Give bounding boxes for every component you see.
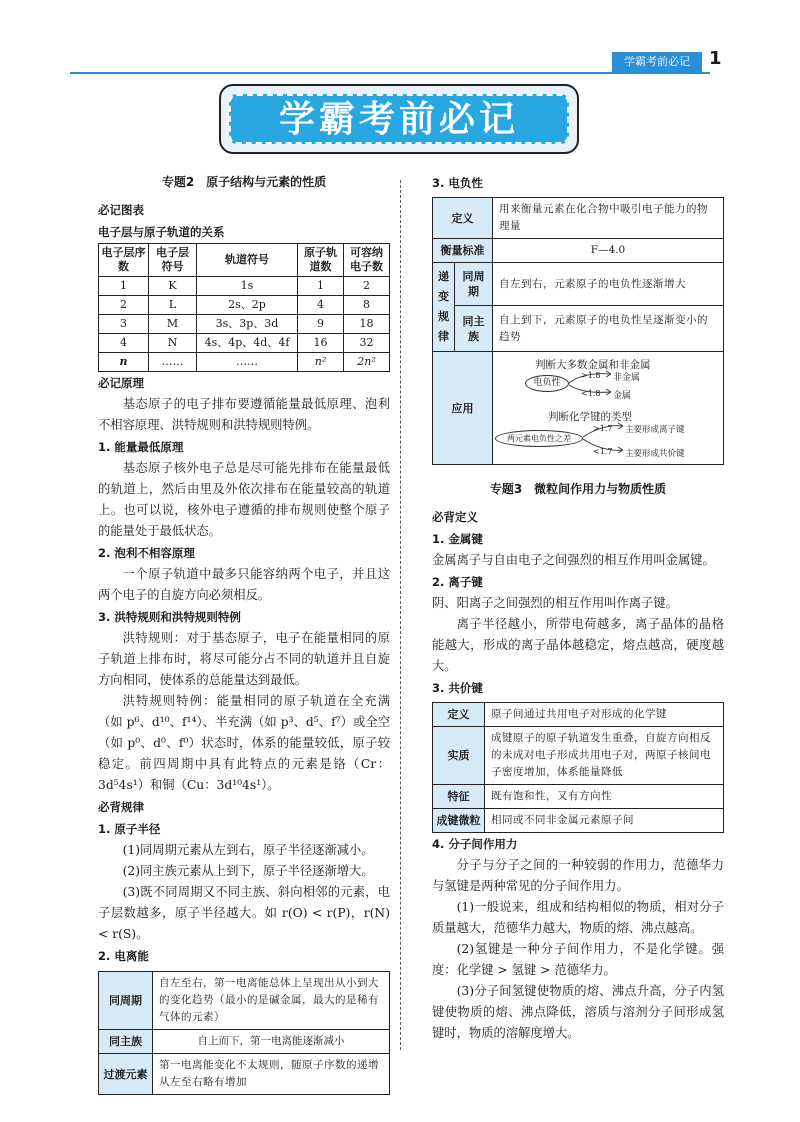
p3-text2: 洪特规则特例：能量相同的原子轨道在全充满（如 p⁶、d¹⁰、f¹⁴）、半充满（如 p³、d⁵、f⁷）或全空（如 p⁰、d⁰、f⁰）状态时，体系的能量较低，原子较稳定。前四周期中具有此特点的元素是铬（Cr：3d⁵4s¹）和铜（Cu：3d¹⁰4s¹）。: [98, 694, 390, 792]
table-row: [433, 352, 724, 465]
column-divider: [400, 180, 401, 1050]
m2-text2: 离子半径越小，所带电荷越多，离子晶体的晶格能越大，形成的离子晶体越稳定，熔点越高，硬度越大。: [432, 617, 724, 673]
table-cell: n: [99, 353, 149, 372]
p2-heading: 2. 泡利不相容原理: [98, 546, 195, 560]
table-cell: 成键原子的原子轨道发生重叠，自旋方向相反的未成对电子形成共用电子对，两原子核间电子密度增加，体系能量降低: [485, 727, 724, 785]
table-cell: K: [149, 277, 197, 296]
r1-item: (3)既不同周期又不同主族、斜向相邻的元素，电子层数越多，原子半径越大。如 r(O) < r(P)，r(N) < r(S)。: [98, 885, 390, 941]
p2-text: 一个原子轨道中最多只能容纳两个电子，并且这两个电子的自旋方向必须相反。: [98, 567, 390, 602]
table-cell: 自上而下，第一电离能逐渐减小: [153, 1030, 390, 1054]
table-cell: 2: [344, 277, 390, 296]
must-chart-heading: 必记图表: [98, 203, 144, 217]
table-label: 定义: [433, 198, 493, 239]
table-cell: 3: [99, 315, 149, 334]
table-label: 应用: [433, 352, 493, 465]
title-banner: [219, 84, 579, 154]
table-cell: 第一电离能变化不太规则，随原子序数的递增从左至右略有增加: [153, 1054, 390, 1095]
m3-heading: 3. 共价键: [432, 681, 483, 695]
table-cell: 自左至右，第一电离能总体上呈现出从小到大的变化趋势（最小的是碱金属，最大的是稀有气体的元素）: [153, 972, 390, 1030]
app1-gt-text: 非金属: [613, 373, 641, 383]
app2-gt-text: 主要形成离子键: [625, 425, 685, 435]
r2-heading: 2. 电离能: [98, 949, 149, 963]
table-cell: 8: [344, 296, 390, 315]
table-row: [433, 727, 724, 785]
electroneg-table: [432, 197, 724, 465]
table-cell: 1: [99, 277, 149, 296]
table-cell: ……: [149, 353, 197, 372]
table-row: [433, 263, 724, 306]
table-cell: 相同或不同非金属元素原子间: [485, 809, 724, 833]
table-label: 递变规律: [433, 263, 455, 352]
table-row: [99, 277, 390, 296]
rules-heading: 必背规律: [98, 800, 144, 814]
table-header-cell: 电子层符号: [149, 244, 197, 277]
table-header-cell: 电子层序数: [99, 244, 149, 277]
banner-title: 学霸考前必记: [229, 94, 569, 144]
table-label: 衡量标准: [433, 239, 493, 263]
table-cell: 2: [99, 296, 149, 315]
table-row: [99, 334, 390, 353]
table-header-row: [99, 244, 390, 277]
app1-lt: <1.8: [581, 389, 601, 398]
m2-heading: 2. 离子键: [432, 575, 483, 589]
m4-text: (3)分子间氢键使物质的熔、沸点升高，分子内氢键使物质的熔、沸点降低，溶质与溶剂分子间形成氢键时，物质的溶解度增大。: [432, 984, 724, 1040]
table-caption: 电子层与原子轨道的关系: [98, 225, 225, 239]
table-header-cell: 轨道符号: [197, 244, 298, 277]
app2-lt: <1.7: [593, 447, 613, 456]
m1-text: 金属离子与自由电子之间强烈的相互作用叫金属键。: [432, 553, 715, 567]
table-cell: M: [149, 315, 197, 334]
table-row: [99, 1030, 390, 1054]
m4-text: 分子与分子之间的一种较弱的作用力，范德华力与氢键是两种常见的分子间作用力。: [432, 858, 724, 893]
p3-heading: 3. 洪特规则和洪特规则特例: [98, 610, 241, 624]
table-cell: 18: [344, 315, 390, 334]
table-cell: [493, 352, 724, 465]
table-row: [433, 785, 724, 809]
table-cell: 16: [298, 334, 344, 353]
table-cell: F—4.0: [493, 239, 724, 263]
m2-text1: 阴、阳离子之间强烈的相互作用叫作离子键。: [432, 596, 678, 610]
table-header-cell: 可容纳电子数: [344, 244, 390, 277]
table-row: [99, 296, 390, 315]
table-cell: 2n²: [344, 353, 390, 372]
header-rule: [70, 72, 710, 74]
table-cell: 9: [298, 315, 344, 334]
left-column: [98, 172, 390, 1095]
covalent-table: [432, 702, 724, 833]
table-row: [99, 1054, 390, 1095]
p3-text1: 洪特规则：对于基态原子，电子在能量相同的原子轨道上排布时，将尽可能分占不同的轨道并且自旋方向相同，使体系的总能量达到最低。: [98, 631, 390, 687]
table-cell: 3s、3p、3d: [197, 315, 298, 334]
app2-node: 两元素电负性之差: [495, 430, 583, 447]
table-label: 同周期: [455, 263, 493, 306]
app1-gt: >1.8: [581, 371, 601, 380]
principle-heading: 必记原理: [98, 376, 144, 390]
p1-heading: 1. 能量最低原理: [98, 440, 184, 454]
app1-title: 判断大多数金属和非金属: [535, 359, 651, 371]
application-diagram: [493, 352, 723, 464]
table-row: [99, 353, 390, 372]
table-cell: 自左到右，元素原子的电负性逐渐增大: [493, 263, 724, 306]
table-label: 定义: [433, 703, 485, 727]
table-label: 成键微粒: [433, 809, 485, 833]
app2-gt: >1.7: [593, 424, 613, 433]
topic3-title: 专题3 微粒间作用力与物质性质: [489, 482, 667, 496]
topic2-title: 专题2 原子结构与元素的性质: [161, 175, 327, 189]
table-cell: 2s、2p: [197, 296, 298, 315]
table-cell: n²: [298, 353, 344, 372]
electroneg-heading: 3. 电负性: [432, 176, 483, 190]
must-def-heading: 必背定义: [432, 510, 478, 524]
table-row: [433, 306, 724, 352]
ionization-table: [98, 971, 390, 1095]
table-cell: 4s、4p、4d、4f: [197, 334, 298, 353]
orbital-table: [98, 243, 390, 372]
m1-heading: 1. 金属键: [432, 532, 483, 546]
table-cell: 既有饱和性，又有方向性: [485, 785, 724, 809]
table-label: 同周期: [99, 972, 153, 1030]
right-column: [432, 172, 724, 1044]
table-cell: 4: [99, 334, 149, 353]
table-label: 特征: [433, 785, 485, 809]
table-cell: 4: [298, 296, 344, 315]
r1-item: (2)同主族元素从上到下，原子半径逐渐增大。: [122, 864, 374, 878]
table-cell: 1: [298, 277, 344, 296]
table-row: [433, 198, 724, 239]
page-number: 1: [709, 48, 722, 69]
table-label: 实质: [433, 727, 485, 785]
app2-lt-text: 主要形成共价键: [625, 449, 685, 459]
r1-heading: 1. 原子半径: [98, 822, 161, 836]
app2-title: 判断化学键的类型: [548, 411, 632, 423]
table-cell: N: [149, 334, 197, 353]
table-cell: 1s: [197, 277, 298, 296]
m4-text: (2)氢键是一种分子间作用力，不是化学键。强度：化学键 > 氢键 > 范德华力。: [432, 942, 724, 977]
table-cell: 自上到下，元素原子的电负性呈逐渐变小的趋势: [493, 306, 724, 352]
table-cell: 用来衡量元素在化合物中吸引电子能力的物理量: [493, 198, 724, 239]
table-header-cell: 原子轨道数: [298, 244, 344, 277]
table-label: 同主族: [99, 1030, 153, 1054]
table-row: [433, 703, 724, 727]
r1-item: (1)同周期元素从左到右，原子半径逐渐减小。: [122, 843, 374, 857]
m4-text: (1)一般说来，组成和结构相似的物质，相对分子质量越大，范德华力越大，物质的熔、沸点越高。: [432, 900, 724, 935]
m4-heading: 4. 分子间作用力: [432, 837, 518, 851]
table-label: 同主族: [455, 306, 493, 352]
app1-node: 电负性: [525, 375, 569, 392]
header-tag: 学霸考前必记: [612, 52, 702, 72]
table-cell: 32: [344, 334, 390, 353]
table-cell: L: [149, 296, 197, 315]
app1-lt-text: 金属: [613, 391, 632, 401]
p1-text: 基态原子核外电子总是尽可能先排布在能量最低的轨道上，然后由里及外依次排布在能量较高的轨道上。也可以说，核外电子遵循的排布规则使整个原子的能量处于最低状态。: [98, 461, 390, 538]
table-row: [433, 809, 724, 833]
table-cell: ……: [197, 353, 298, 372]
principle-intro: 基态原子的电子排布要遵循能量最低原理、泡利不相容原理、洪特规则和洪特规则特例。: [98, 397, 390, 432]
table-row: [99, 972, 390, 1030]
table-label: 过渡元素: [99, 1054, 153, 1095]
table-cell: 原子间通过共用电子对形成的化学键: [485, 703, 724, 727]
table-row: [433, 239, 724, 263]
table-row: [99, 315, 390, 334]
